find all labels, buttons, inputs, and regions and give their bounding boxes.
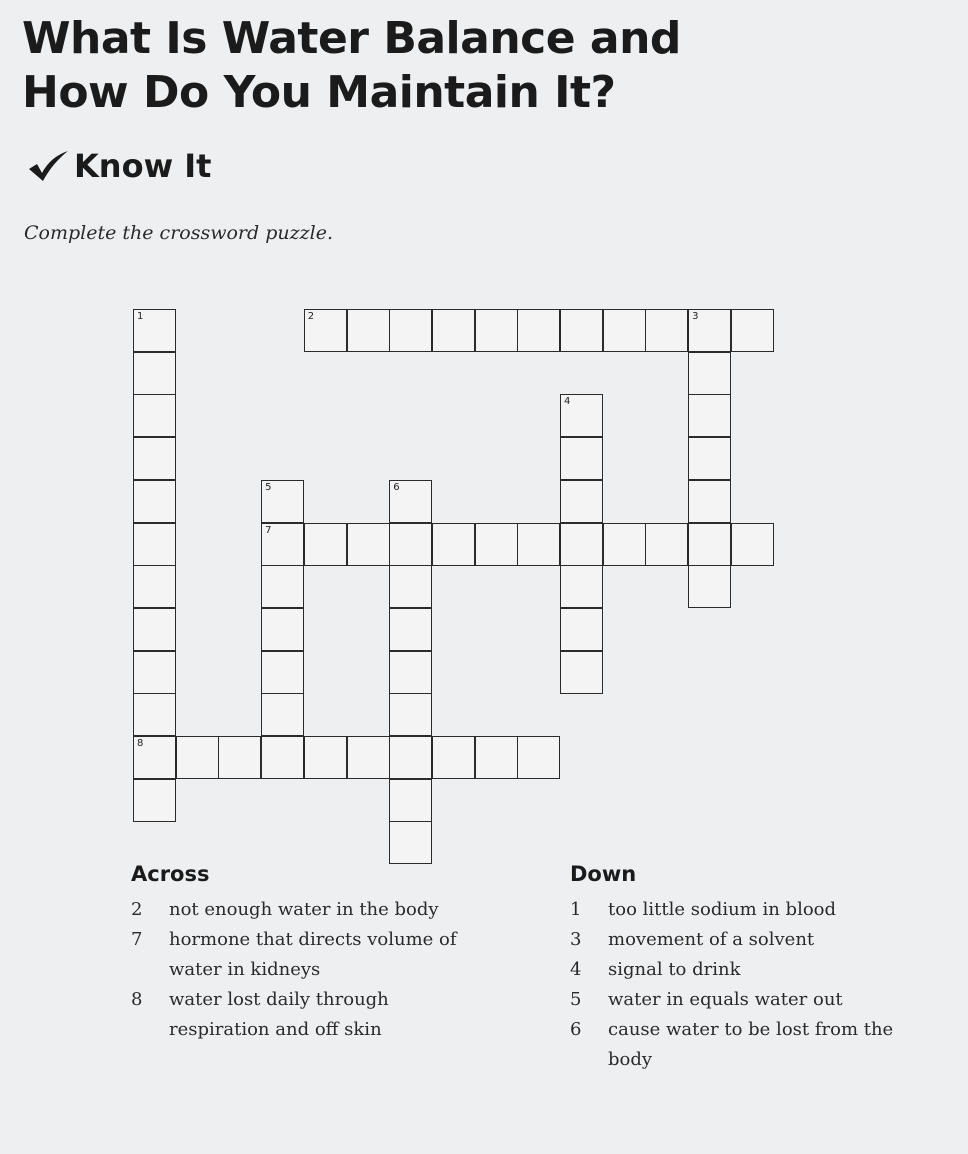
clue-number: 6	[570, 1019, 582, 1040]
crossword-cell[interactable]	[304, 309, 347, 352]
crossword-cell[interactable]	[560, 608, 603, 651]
cell-number: 6	[393, 481, 400, 493]
crossword-cell[interactable]	[389, 309, 432, 352]
crossword-cell[interactable]	[688, 394, 731, 437]
crossword-cell[interactable]	[261, 523, 304, 566]
crossword-cell[interactable]	[645, 309, 688, 352]
down-clue	[570, 925, 950, 955]
clue-text: too little sodium in blood	[608, 899, 837, 920]
crossword-cell[interactable]	[347, 736, 390, 779]
clue-text: signal to drink	[608, 959, 741, 980]
cell-number: 3	[692, 311, 699, 322]
crossword-cell[interactable]	[176, 736, 219, 779]
crossword-cell[interactable]	[603, 523, 646, 566]
crossword-cell[interactable]	[517, 523, 560, 566]
section-heading-label: Know It	[74, 147, 212, 185]
down-clue	[570, 895, 950, 925]
crossword-cell[interactable]	[389, 480, 432, 523]
clue-number: 1	[570, 899, 582, 920]
cell-number: 8	[137, 738, 144, 749]
across-clue-list	[131, 895, 521, 1045]
crossword-cell[interactable]	[133, 437, 176, 480]
crossword-cell[interactable]	[389, 779, 432, 822]
crossword-cell[interactable]	[688, 352, 731, 395]
across-clue	[131, 895, 521, 925]
crossword-cell[interactable]	[389, 736, 432, 779]
crossword-cell[interactable]	[389, 693, 432, 736]
down-clue	[570, 955, 950, 985]
across-clue	[131, 985, 521, 1045]
page-title	[22, 12, 681, 120]
cell-number: 4	[564, 396, 571, 408]
crossword-cell[interactable]	[261, 565, 304, 608]
crossword-cell[interactable]	[389, 523, 432, 566]
crossword-cell[interactable]	[560, 394, 603, 437]
crossword-cell[interactable]	[688, 480, 731, 523]
clue-text: water lost daily through respiration and off skin	[169, 989, 389, 1040]
crossword-cell[interactable]	[133, 736, 176, 779]
crossword-cell[interactable]	[603, 309, 646, 352]
clue-text: water in equals water out	[608, 989, 843, 1010]
cell-number: 7	[265, 524, 272, 536]
crossword-cell[interactable]	[432, 523, 475, 566]
crossword-cell[interactable]	[560, 565, 603, 608]
crossword-cell[interactable]	[347, 523, 390, 566]
clue-number: 3	[570, 929, 582, 950]
crossword-cell[interactable]	[389, 651, 432, 694]
crossword-cell[interactable]	[389, 821, 432, 864]
crossword-cell[interactable]	[475, 736, 518, 779]
crossword-cell[interactable]	[560, 309, 603, 352]
crossword-cell[interactable]	[261, 480, 304, 523]
crossword-cell[interactable]	[688, 523, 731, 566]
clue-number: 7	[131, 929, 143, 950]
crossword-cell[interactable]	[389, 565, 432, 608]
crossword-cell[interactable]	[133, 523, 176, 566]
down-clue	[570, 1015, 950, 1075]
across-heading: Across	[131, 862, 210, 886]
crossword-cell[interactable]	[560, 523, 603, 566]
crossword-cell[interactable]	[133, 565, 176, 608]
title-line-2: How Do You Maintain It?	[22, 67, 616, 118]
crossword-cell[interactable]	[389, 608, 432, 651]
title-line-1: What Is Water Balance and	[22, 13, 681, 64]
clue-text: hormone that directs volume of water in kidneys	[169, 929, 457, 980]
crossword-cell[interactable]	[731, 309, 774, 352]
down-clue-list	[570, 895, 950, 1075]
crossword-cell[interactable]	[475, 309, 518, 352]
clue-number: 5	[570, 989, 582, 1010]
instruction-text: Complete the crossword puzzle.	[24, 222, 333, 244]
crossword-cell[interactable]	[517, 309, 560, 352]
crossword-cell[interactable]	[688, 309, 731, 352]
crossword-cell[interactable]	[261, 693, 304, 736]
down-clue	[570, 985, 950, 1015]
section-heading	[26, 146, 211, 186]
crossword-cell[interactable]	[688, 437, 731, 480]
crossword-cell[interactable]	[133, 693, 176, 736]
crossword-cell[interactable]	[432, 736, 475, 779]
crossword-cell[interactable]	[731, 523, 774, 566]
down-heading: Down	[570, 862, 637, 886]
crossword-cell[interactable]	[432, 309, 475, 352]
clue-number: 2	[131, 899, 143, 920]
crossword-cell[interactable]	[304, 523, 347, 566]
cell-number: 1	[137, 311, 144, 322]
across-clue	[131, 925, 521, 985]
crossword-cell[interactable]	[133, 608, 176, 651]
cell-number: 5	[265, 481, 272, 493]
crossword-cell[interactable]	[133, 352, 176, 395]
crossword-cell[interactable]	[133, 480, 176, 523]
crossword-cell[interactable]	[261, 736, 304, 779]
clue-text: not enough water in the body	[169, 899, 439, 920]
crossword-cell[interactable]	[517, 736, 560, 779]
clue-number: 4	[570, 959, 582, 980]
crossword-cell[interactable]	[560, 651, 603, 694]
crossword-cell[interactable]	[347, 309, 390, 352]
crossword-cell[interactable]	[560, 480, 603, 523]
crossword-cell[interactable]	[688, 565, 731, 608]
crossword-cell[interactable]	[218, 736, 261, 779]
crossword-cell[interactable]	[560, 437, 603, 480]
clue-number: 8	[131, 989, 143, 1010]
checkmark-icon	[26, 149, 70, 183]
cell-number: 2	[307, 311, 315, 322]
crossword-cell[interactable]	[645, 523, 688, 566]
crossword-cell[interactable]	[133, 779, 176, 822]
crossword-cell[interactable]	[475, 523, 518, 566]
clue-text: movement of a solvent	[608, 929, 815, 950]
crossword-cell[interactable]	[261, 651, 304, 694]
crossword-cell[interactable]	[133, 651, 176, 694]
crossword-cell[interactable]	[304, 736, 347, 779]
crossword-cell[interactable]	[133, 309, 176, 352]
clue-text: cause water to be lost from the body	[608, 1019, 894, 1070]
crossword-cell[interactable]	[261, 608, 304, 651]
crossword-cell[interactable]	[133, 394, 176, 437]
